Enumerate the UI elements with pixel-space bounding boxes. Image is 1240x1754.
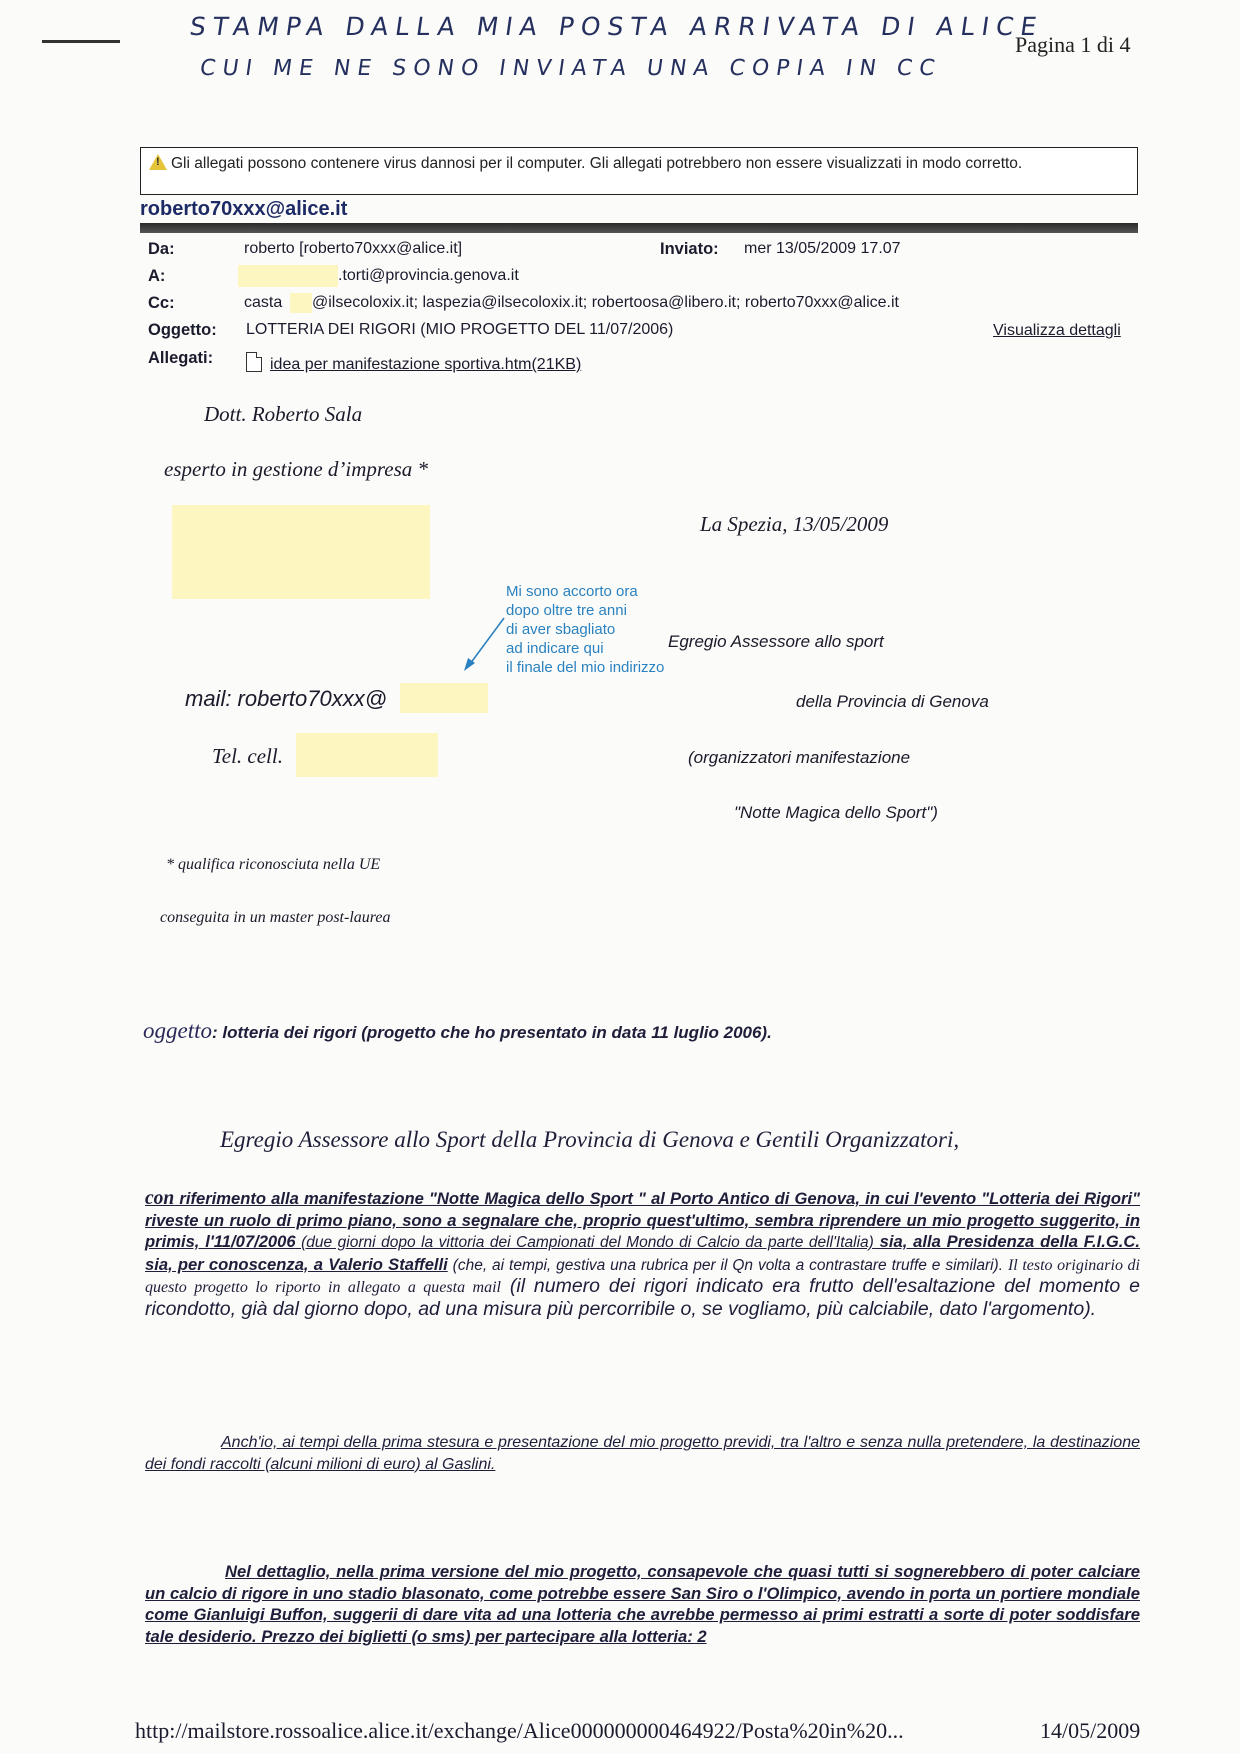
from-label: Da: [148, 240, 175, 258]
tel-label: Tel. cell. [212, 744, 283, 768]
handwritten-note-line1: STAMPA DALLA MIA POSTA ARRIVATA DI ALICE [187, 12, 1046, 41]
margin-note [506, 582, 664, 677]
subject-value: LOTTERIA DEI RIGORI (MIO PROGETTO DEL 11/07/2006) [246, 321, 674, 338]
letter-author: Dott. Roberto Sala [204, 402, 363, 426]
p1-lottery: "Lotteria dei Rigori" [981, 1189, 1140, 1208]
body-paragraph-3: Nel dettaglio, nella prima versione del mio progetto, consapevole che quasi tutti si sognerebbero di poter calciare un calcio di rigore in uno stadio blasonato, come potrebbe essere San Siro o l'Olimpico, avendo in porta un portiere mondiale come Gianluigi Buffon, suggerii di dare vita ad una lotteria che avrebbe permesso ai primi estratti a sorte di poter soddisfare tale desiderio. Prezzo dei biglietti (o sms) per partecipare alla lotteria: 2 [145, 1562, 1140, 1646]
footnote-line2: conseguita in un master post-laurea [160, 909, 391, 926]
subject-text: : lotteria dei rigori (progetto che ho presentato in data 11 luglio 2006). [212, 1023, 772, 1042]
redaction [290, 293, 312, 313]
p1-lead: con [145, 1188, 175, 1209]
page-label: Pagina 1 di 4 [1015, 32, 1131, 57]
p1-text: al Porto Antico di Genova, in cui l'evento [645, 1189, 982, 1208]
redaction [400, 683, 488, 713]
to-value[interactable]: .torti@provincia.genova.it [338, 267, 519, 284]
file-icon[interactable] [246, 352, 262, 372]
redaction [238, 265, 338, 287]
p1-text: riferimento alla manifestazione [174, 1189, 429, 1208]
recipient-line2: della Provincia di Genova [796, 692, 989, 711]
warning-icon: ! [149, 154, 167, 170]
p1-attachment-ref: Il testo originario di questo progetto lo riporto in allegato a questa mail [145, 1256, 1140, 1296]
redaction [296, 733, 438, 777]
attachment-warning [140, 147, 1138, 195]
note-line: Mi sono accorto ora [506, 583, 638, 600]
recipient-line3: (organizzatori manifestazione [688, 748, 911, 767]
details-link[interactable]: Visualizza dettagli [993, 322, 1121, 339]
footer-url[interactable]: http://mailstore.rossoalice.alice.it/exchange/Alice000000000464922/Posta%20in%20... [135, 1718, 904, 1743]
place-date: La Spezia, 13/05/2009 [700, 512, 889, 536]
scan-mark [42, 40, 120, 43]
mail-line: mail: roberto70xxx@ [185, 686, 388, 711]
sent-value: mer 13/05/2009 17.07 [744, 240, 901, 257]
attachment-link[interactable]: idea per manifestazione sportiva.htm(21KB) [270, 356, 582, 373]
from-value[interactable]: roberto [roberto70xxx@alice.it] [244, 240, 463, 257]
note-line: dopo oltre tre anni [506, 602, 627, 619]
p1-text: riveste un ruolo di primo piano, sono a segnalare che, proprio quest'ultimo, sembra riprendere un mio progetto suggerito, in primis, l'11/07/2006 [145, 1210, 1140, 1251]
subject-label: Oggetto: [148, 321, 217, 339]
recipient-line1: Egregio Assessore allo sport [668, 632, 884, 651]
salutation: Egregio Assessore allo Sport della Provincia di Genova e Gentili Organizzatori, [220, 1127, 960, 1152]
letter-qualification: esperto in gestione d’impresa * [164, 457, 429, 481]
cc-label: Cc: [148, 294, 175, 312]
sender-address: roberto70xxx@alice.it [140, 198, 348, 220]
note-line: ad indicare qui [506, 640, 604, 657]
subject-prefix: oggetto [143, 1018, 212, 1043]
footnote-line1: * qualifica riconosciuta nella UE [166, 856, 381, 873]
note-arrow [460, 616, 510, 672]
to-label: A: [148, 267, 166, 285]
attachments-label: Allegati: [148, 349, 214, 367]
cc-value[interactable]: @ilsecoloxix.it; laspezia@ilsecoloxix.it; robertoosa@libero.it; roberto70xxx@alice.it [312, 294, 899, 311]
body-paragraph-1 [145, 1188, 1140, 1320]
note-line: il finale del mio indirizzo [506, 659, 665, 676]
note-line: di aver sbagliato [506, 621, 616, 638]
letter-subject [143, 1018, 772, 1044]
footer-date: 14/05/2009 [1040, 1718, 1141, 1743]
warning-text: Gli allegati possono contenere virus dannosi per il computer. Gli allegati potrebbero non essere visualizzati in modo corretto. [171, 155, 1023, 172]
redaction [172, 505, 430, 599]
p1-parenthetical: (che, ai tempi, gestiva una rubrica per il Qn volta a contrastare truffe e similari). [447, 1256, 1008, 1274]
cc-value-start[interactable]: casta [244, 294, 283, 311]
p1-text: sia, alla Presidenza della F.I.G.C. sia, per conoscenza, a Valerio Staffelli [145, 1232, 1140, 1274]
p1-parenthetical: (due giorni dopo la vittoria dei Campionati del Mondo di Calcio da parte dell'Italia) [295, 1234, 874, 1251]
header-divider [140, 223, 1138, 233]
recipient-line4: "Notte Magica dello Sport") [734, 803, 938, 822]
p1-event: "Notte Magica dello Sport " [428, 1189, 646, 1208]
p1-note: (il numero dei rigori indicato era frutto dell'esaltazione del momento e ricondotto, già dal giorno dopo, ad una misura più percorribile o, se vogliamo, più calciabile, dato l'argomento). [145, 1275, 1140, 1320]
sent-label: Inviato: [660, 240, 719, 258]
body-paragraph-2: Anch'io, ai tempi della prima stesura e presentazione del mio progetto previdi, tra l'altro e senza nulla pretendere, la destinazione dei fondi raccolti (alcuni milioni di euro) al Gaslini. [145, 1434, 1140, 1473]
handwritten-note-line2: CUI ME NE SONO INVIATA UNA COPIA IN CC [198, 56, 944, 81]
